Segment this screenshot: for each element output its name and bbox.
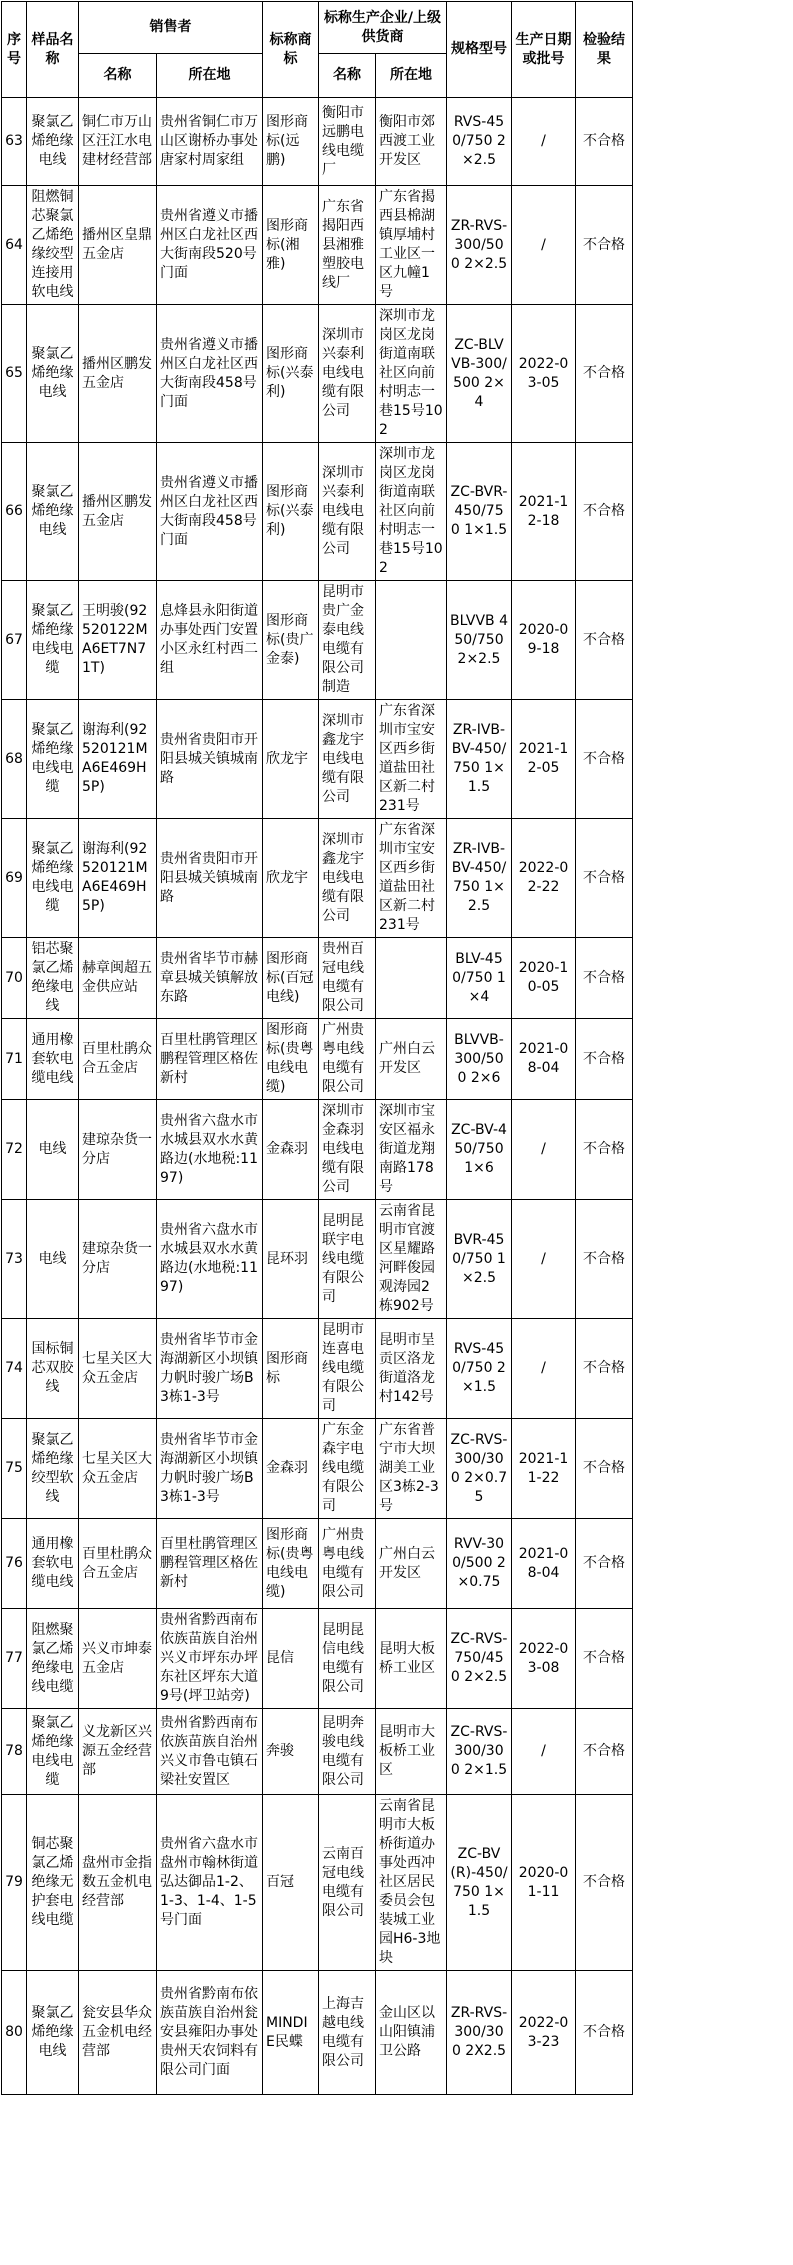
cell-result: 不合格 (576, 1519, 633, 1609)
cell-seller-addr: 贵州省毕节市金海湖新区小坝镇力帆时骏广场B3栋1-3号 (157, 1319, 263, 1419)
cell-result: 不合格 (576, 1200, 633, 1319)
cell-date: 2020-01-11 (512, 1795, 576, 1971)
table-row (2, 305, 793, 443)
cell-date: / (512, 1319, 576, 1419)
cell-result: 不合格 (576, 1319, 633, 1419)
cell-sample: 通用橡套软电缆电线 (27, 1519, 79, 1609)
cell-seller-addr: 贵州省毕节市金海湖新区小坝镇力帆时骏广场B3栋1-3号 (157, 1419, 263, 1519)
cell-seller-name: 百里杜鹃众合五金店 (79, 1519, 157, 1609)
cell-seller-addr: 贵州省贵阳市开阳县城关镇城南路 (157, 819, 263, 938)
header-row-top (2, 2, 793, 54)
cell-seller-name: 播州区鹏发五金店 (79, 443, 157, 581)
cell-maker-addr: 深圳市龙岗区龙岗街道南联社区向前村明志一巷15号102 (376, 443, 447, 581)
cell-date: 2022-03-05 (512, 305, 576, 443)
cell-seller-name: 播州区鹏发五金店 (79, 305, 157, 443)
cell-seq: 78 (2, 1709, 27, 1795)
cell-sample: 聚氯乙烯绝缘电线 (27, 305, 79, 443)
cell-brand: 欣龙宇 (263, 700, 319, 819)
cell-brand: 图形商标 (263, 1319, 319, 1419)
cell-date: 2022-02-22 (512, 819, 576, 938)
cell-maker-name: 广东金森宇电线电缆有限公司 (319, 1419, 376, 1519)
cell-seller-addr: 贵州省黔南布依族苗族自治州瓮安县雍阳办事处贵州天农饲料有限公司门面 (157, 1971, 263, 2095)
cell-maker-addr: 昆明市呈贡区洛龙街道洛龙村142号 (376, 1319, 447, 1419)
cell-sample: 聚氯乙烯绝缘电线电缆 (27, 581, 79, 700)
cell-spec: BLVVB-300/500 2×6 (447, 1019, 512, 1100)
table-row (2, 1200, 793, 1319)
cell-maker-name: 昆明昆联宇电线电缆有限公司 (319, 1200, 376, 1319)
cell-maker-name: 上海吉越电线电缆有限公司 (319, 1971, 376, 2095)
cell-maker-addr: 广州白云开发区 (376, 1519, 447, 1609)
cell-result: 不合格 (576, 98, 633, 186)
cell-sample: 阻燃聚氯乙烯绝缘电线电缆 (27, 1609, 79, 1709)
header-maker: 标称生产企业/上级供货商 (319, 2, 447, 54)
cell-sample: 电线 (27, 1100, 79, 1200)
cell-sample: 聚氯乙烯绝缘电线 (27, 443, 79, 581)
cell-brand: 昆环羽 (263, 1200, 319, 1319)
table-row (2, 938, 793, 1019)
cell-seq: 75 (2, 1419, 27, 1519)
cell-sample: 聚氯乙烯绝缘电线 (27, 1971, 79, 2095)
cell-result: 不合格 (576, 1971, 633, 2095)
cell-spec: RVS-450/750 2×2.5 (447, 98, 512, 186)
cell-seller-addr: 百里杜鹃管理区鹏程管理区格佐新村 (157, 1519, 263, 1609)
cell-sample: 聚氯乙烯绝缘电线电缆 (27, 819, 79, 938)
cell-sample: 国标铜芯双胶线 (27, 1319, 79, 1419)
cell-maker-name: 云南百冠电线电缆有限公司 (319, 1795, 376, 1971)
cell-seller-addr: 贵州省六盘水市水城县双水水黄路边(水地税:1197) (157, 1200, 263, 1319)
cell-seq: 77 (2, 1609, 27, 1709)
cell-result: 不合格 (576, 1419, 633, 1519)
header-sample: 样品名称 (27, 2, 79, 98)
cell-seller-name: 盘州市金指数五金机电经营部 (79, 1795, 157, 1971)
cell-maker-name: 深圳市鑫龙宇电线电缆有限公司 (319, 819, 376, 938)
cell-date: / (512, 1200, 576, 1319)
cell-brand: 金森羽 (263, 1419, 319, 1519)
cell-seller-name: 王明骏(92520122MA6ET7N71T) (79, 581, 157, 700)
cell-maker-name: 深圳市鑫龙宇电线电缆有限公司 (319, 700, 376, 819)
cell-maker-name: 昆明市贵广金泰电线电缆有限公司制造 (319, 581, 376, 700)
table-row (2, 443, 793, 581)
cell-maker-name: 昆明市连喜电线电缆有限公司 (319, 1319, 376, 1419)
cell-date: 2021-12-05 (512, 700, 576, 819)
cell-seller-name: 谢海利(92520121MA6E469H5P) (79, 700, 157, 819)
cell-seller-addr: 贵州省六盘水市水城县双水水黄路边(水地税:1197) (157, 1100, 263, 1200)
cell-brand: 欣龙宇 (263, 819, 319, 938)
cell-spec: RVS-450/750 2×1.5 (447, 1319, 512, 1419)
cell-sample: 聚氯乙烯绝缘电线电缆 (27, 1709, 79, 1795)
cell-sample: 聚氯乙烯绝缘电线电缆 (27, 700, 79, 819)
cell-spec: ZR-IVB-BV-450/750 1×2.5 (447, 819, 512, 938)
cell-seq: 66 (2, 443, 27, 581)
cell-brand: 图形商标(兴泰利) (263, 443, 319, 581)
cell-brand: 图形商标(百冠电线) (263, 938, 319, 1019)
cell-seller-addr: 贵州省遵义市播州区白龙社区西大街南段458号门面 (157, 443, 263, 581)
table-row (2, 1019, 793, 1100)
cell-brand: 图形商标(贵粤电线电缆) (263, 1519, 319, 1609)
cell-maker-name: 衡阳市远鹏电线电缆厂 (319, 98, 376, 186)
table-row (2, 1609, 793, 1709)
cell-spec: BLVVB 450/750 2×2.5 (447, 581, 512, 700)
table-row (2, 1519, 793, 1609)
table-row (2, 1795, 793, 1971)
cell-result: 不合格 (576, 1609, 633, 1709)
cell-maker-name: 深圳市金森羽电线电缆有限公司 (319, 1100, 376, 1200)
cell-result: 不合格 (576, 305, 633, 443)
cell-maker-name: 广州贵粤电线电缆有限公司 (319, 1519, 376, 1609)
cell-maker-addr: 昆明市大板桥工业区 (376, 1709, 447, 1795)
cell-seq: 79 (2, 1795, 27, 1971)
header-brand: 标称商标 (263, 2, 319, 98)
cell-maker-name: 广州贵粤电线电缆有限公司 (319, 1019, 376, 1100)
cell-seller-addr: 贵州省毕节市赫章县城关镇解放东路 (157, 938, 263, 1019)
cell-date: / (512, 1709, 576, 1795)
cell-seller-addr: 贵州省铜仁市万山区谢桥办事处唐家村周家组 (157, 98, 263, 186)
cell-date: 2022-03-23 (512, 1971, 576, 2095)
cell-seq: 68 (2, 700, 27, 819)
cell-brand: 昆信 (263, 1609, 319, 1709)
cell-result: 不合格 (576, 443, 633, 581)
cell-maker-name: 贵州百冠电线电缆有限公司 (319, 938, 376, 1019)
cell-seq: 64 (2, 186, 27, 305)
cell-maker-name: 深圳市兴泰利电线电缆有限公司 (319, 443, 376, 581)
cell-date: / (512, 1100, 576, 1200)
cell-spec: ZR-IVB-BV-450/750 1×1.5 (447, 700, 512, 819)
cell-spec: ZC-RVS-300/300 2×1.5 (447, 1709, 512, 1795)
cell-maker-name: 昆明奔骏电线电缆有限公司 (319, 1709, 376, 1795)
table-row (2, 1971, 793, 2095)
cell-date: 2020-10-05 (512, 938, 576, 1019)
cell-seller-name: 建琼杂货一分店 (79, 1100, 157, 1200)
cell-date: 2022-03-08 (512, 1609, 576, 1709)
cell-brand: 图形商标(贵粤电线电缆) (263, 1019, 319, 1100)
header-seller-name: 名称 (79, 54, 157, 98)
table-row (2, 581, 793, 700)
table-row (2, 819, 793, 938)
cell-brand: 百冠 (263, 1795, 319, 1971)
cell-date: 2021-12-18 (512, 443, 576, 581)
cell-maker-addr: 广州白云开发区 (376, 1019, 447, 1100)
cell-brand: 图形商标(湘雅) (263, 186, 319, 305)
cell-seq: 67 (2, 581, 27, 700)
cell-sample: 电线 (27, 1200, 79, 1319)
cell-brand: 图形商标(贵广金泰) (263, 581, 319, 700)
cell-maker-addr (376, 581, 447, 700)
cell-result: 不合格 (576, 1100, 633, 1200)
cell-date: 2021-08-04 (512, 1519, 576, 1609)
cell-date: 2020-09-18 (512, 581, 576, 700)
cell-seq: 70 (2, 938, 27, 1019)
cell-seller-name: 谢海利(92520121MA6E469H5P) (79, 819, 157, 938)
cell-maker-name: 广东省揭阳西县湘雅塑胶电线厂 (319, 186, 376, 305)
cell-spec: BLV-450/750 1×4 (447, 938, 512, 1019)
cell-result: 不合格 (576, 819, 633, 938)
cell-sample: 聚氯乙烯绝缘绞型软线 (27, 1419, 79, 1519)
cell-seller-addr: 贵州省黔西南布依族苗族自治州兴义市鲁屯镇石梁社安置区 (157, 1709, 263, 1795)
cell-seq: 76 (2, 1519, 27, 1609)
header-row-sub (2, 54, 793, 98)
cell-date: 2021-08-04 (512, 1019, 576, 1100)
cell-spec: ZC-RVS-300/300 2×0.75 (447, 1419, 512, 1519)
cell-spec: ZC-BLVVB-300/500 2×4 (447, 305, 512, 443)
header-result: 检验结果 (576, 2, 633, 98)
table-row (2, 1319, 793, 1419)
cell-result: 不合格 (576, 700, 633, 819)
cell-seller-name: 百里杜鹃众合五金店 (79, 1019, 157, 1100)
table-row (2, 186, 793, 305)
cell-maker-addr: 广东省深圳市宝安区西乡街道盐田社区新二村231号 (376, 819, 447, 938)
cell-seller-name: 瓮安县华众五金机电经营部 (79, 1971, 157, 2095)
table-row (2, 98, 793, 186)
cell-seq: 63 (2, 98, 27, 186)
cell-seller-name: 七星关区大众五金店 (79, 1319, 157, 1419)
cell-spec: ZC-BV-450/750 1×6 (447, 1100, 512, 1200)
cell-seller-name: 赫章闽超五金供应站 (79, 938, 157, 1019)
table-row (2, 1100, 793, 1200)
cell-maker-addr: 衡阳市郊西渡工业开发区 (376, 98, 447, 186)
cell-seller-name: 铜仁市万山区汪江水电建材经营部 (79, 98, 157, 186)
cell-seq: 65 (2, 305, 27, 443)
cell-seq: 74 (2, 1319, 27, 1419)
cell-sample: 聚氯乙烯绝缘电线 (27, 98, 79, 186)
header-maker-addr: 所在地 (376, 54, 447, 98)
cell-maker-addr: 深圳市龙岗区龙岗街道南联社区向前村明志一巷15号102 (376, 305, 447, 443)
cell-sample: 阻燃铜芯聚氯乙烯绝缘绞型连接用软电线 (27, 186, 79, 305)
cell-date: / (512, 98, 576, 186)
cell-spec: BVR-450/750 1×2.5 (447, 1200, 512, 1319)
cell-maker-addr: 昆明大板桥工业区 (376, 1609, 447, 1709)
cell-seq: 71 (2, 1019, 27, 1100)
cell-spec: ZC-BV(R)-450/750 1×1.5 (447, 1795, 512, 1971)
table-row (2, 700, 793, 819)
cell-date: 2021-11-22 (512, 1419, 576, 1519)
cell-maker-addr: 深圳市宝安区福永街道龙翔南路178号 (376, 1100, 447, 1200)
cell-sample: 通用橡套软电缆电线 (27, 1019, 79, 1100)
cell-spec: ZR-RVS-300/500 2×2.5 (447, 186, 512, 305)
cell-seq: 73 (2, 1200, 27, 1319)
header-date: 生产日期或批号 (512, 2, 576, 98)
cell-seller-addr: 贵州省黔西南布依族苗族自治州兴义市坪东办坪东社区坪东大道9号(坪卫站旁) (157, 1609, 263, 1709)
cell-result: 不合格 (576, 1019, 633, 1100)
cell-maker-name: 深圳市兴泰利电线电缆有限公司 (319, 305, 376, 443)
header-maker-name: 名称 (319, 54, 376, 98)
cell-seller-addr: 百里杜鹃管理区鹏程管理区格佐新村 (157, 1019, 263, 1100)
cell-spec: ZR-RVS-300/300 2X2.5 (447, 1971, 512, 2095)
cell-maker-name: 昆明昆信电线电缆有限公司 (319, 1609, 376, 1709)
cell-seller-name: 播州区皇鼎五金店 (79, 186, 157, 305)
table-row (2, 1419, 793, 1519)
cell-spec: ZC-BVR-450/750 1×1.5 (447, 443, 512, 581)
cell-maker-addr: 云南省昆明市官渡区星耀路河畔俊园观涛园2栋902号 (376, 1200, 447, 1319)
cell-brand: MINDIE民蝶 (263, 1971, 319, 2095)
cell-seller-name: 七星关区大众五金店 (79, 1419, 157, 1519)
cell-maker-addr: 广东省普宁市大坝湖美工业区3栋2-3号 (376, 1419, 447, 1519)
header-seller-addr: 所在地 (157, 54, 263, 98)
cell-seq: 80 (2, 1971, 27, 2095)
cell-seller-addr: 息烽县永阳街道办事处西门安置小区永红村西二组 (157, 581, 263, 700)
sampling-results-table (1, 1, 793, 2095)
cell-maker-addr: 广东省揭西县棉湖镇厚埔村工业区一区九幢1号 (376, 186, 447, 305)
cell-brand: 金森羽 (263, 1100, 319, 1200)
cell-result: 不合格 (576, 186, 633, 305)
cell-seller-addr: 贵州省遵义市播州区白龙社区西大街南段458号门面 (157, 305, 263, 443)
cell-brand: 图形商标(远鹏) (263, 98, 319, 186)
cell-seller-addr: 贵州省六盘水市盘州市翰林街道弘达御品1-2、1-3、1-4、1-5号门面 (157, 1795, 263, 1971)
cell-seller-addr: 贵州省遵义市播州区白龙社区西大街南段520号门面 (157, 186, 263, 305)
cell-result: 不合格 (576, 1795, 633, 1971)
cell-result: 不合格 (576, 1709, 633, 1795)
cell-seq: 72 (2, 1100, 27, 1200)
cell-sample: 铜芯聚氯乙烯绝缘无护套电线电缆 (27, 1795, 79, 1971)
header-seq: 序号 (2, 2, 27, 98)
table-row (2, 1709, 793, 1795)
cell-seller-name: 义龙新区兴源五金经营部 (79, 1709, 157, 1795)
header-spec: 规格型号 (447, 2, 512, 98)
cell-maker-addr: 金山区以山阳镇浦卫公路 (376, 1971, 447, 2095)
cell-spec: RVV-300/500 2×0.75 (447, 1519, 512, 1609)
cell-maker-addr: 云南省昆明市大板桥街道办事处西冲社区居民委员会包装城工业园H6-3地块 (376, 1795, 447, 1971)
table-body (2, 98, 793, 2095)
cell-seller-addr: 贵州省贵阳市开阳县城关镇城南路 (157, 700, 263, 819)
cell-seq: 69 (2, 819, 27, 938)
header-seller: 销售者 (79, 2, 263, 54)
cell-date: / (512, 186, 576, 305)
cell-seller-name: 建琼杂货一分店 (79, 1200, 157, 1319)
cell-brand: 图形商标(兴泰利) (263, 305, 319, 443)
cell-maker-addr: 广东省深圳市宝安区西乡街道盐田社区新二村231号 (376, 700, 447, 819)
cell-spec: ZC-RVS-750/450 2×2.5 (447, 1609, 512, 1709)
cell-seller-name: 兴义市坤泰五金店 (79, 1609, 157, 1709)
cell-result: 不合格 (576, 581, 633, 700)
cell-maker-addr (376, 938, 447, 1019)
cell-brand: 奔骏 (263, 1709, 319, 1795)
cell-sample: 铝芯聚氯乙烯绝缘电线 (27, 938, 79, 1019)
cell-result: 不合格 (576, 938, 633, 1019)
